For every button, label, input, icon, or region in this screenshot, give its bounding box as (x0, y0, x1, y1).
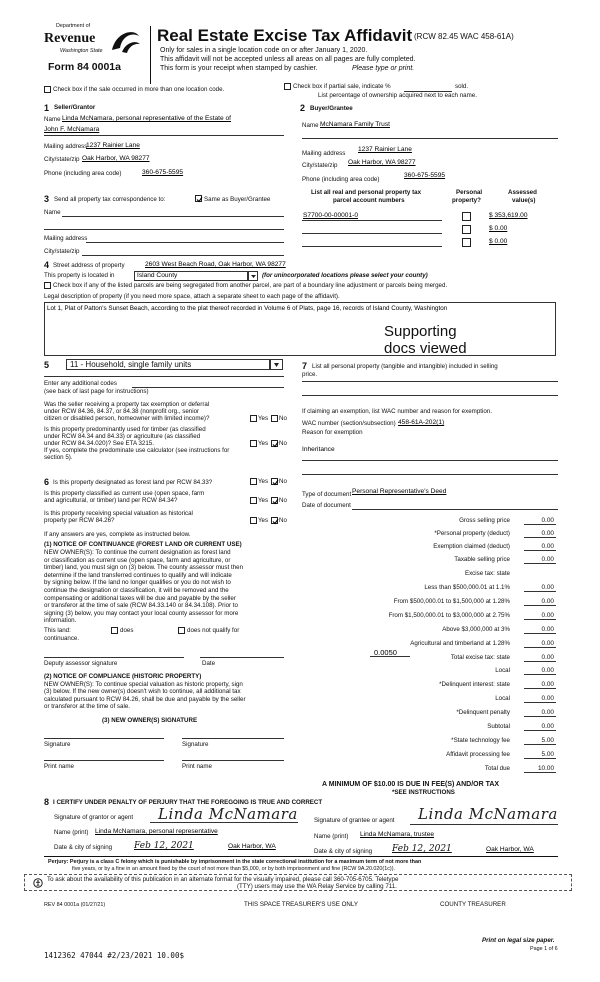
local-rate-field[interactable]: 0.0050 (374, 648, 397, 657)
calc-value-field[interactable]: 0.00 (541, 612, 554, 619)
county-select[interactable] (134, 271, 248, 281)
land-use-value: 11 - Household, single family units (70, 360, 192, 369)
notice-text-line: continue the designation or classification, it will be removed and the (44, 587, 229, 594)
current-use-question: Is this property classified as current use (open space, farm (44, 490, 205, 497)
current-use-question-2: and agricultural, or timber) land per RCW 84.34? (44, 497, 178, 504)
notice-single-location: Only for sales in a single location code on or after January 1, 2020. (160, 47, 368, 54)
certify-statement: I CERTIFY UNDER PENALTY OF PERJURY THAT THE FOREGOING IS TRUE AND CORRECT (53, 799, 323, 806)
section-8-number: 8 (44, 797, 50, 807)
personal-property-checkbox[interactable] (462, 212, 471, 221)
form-rcw: (RCW 82.45 WAC 458-61A) (414, 32, 514, 41)
owner2-print-name-field[interactable] (182, 760, 284, 761)
grantee-signature-label: Signature of grantee or agent (314, 817, 395, 824)
buyer-heading: Buyer/Grantee (310, 105, 353, 112)
buyer-address-label: Mailing address (302, 150, 346, 157)
calc-value-field[interactable]: 0.00 (541, 598, 554, 605)
partial-sale-label: Check box if partial sale, indicate % (293, 83, 391, 90)
footer-rule (44, 856, 558, 857)
see-instructions-note: *SEE INSTRUCTIONS (392, 789, 455, 796)
calc-value-field[interactable]: 0.00 (541, 543, 554, 550)
buyer-address-field[interactable]: 1237 Rainier Lane (358, 146, 412, 153)
section-7-number: 7 (302, 361, 308, 371)
calc-value-field[interactable]: 0.00 (541, 626, 554, 633)
notice-text-line: information. (44, 617, 77, 625)
assessed-value-field[interactable]: $ 353,619.00 (489, 212, 528, 219)
reason-rule-2 (302, 474, 558, 475)
header-divider (150, 26, 151, 84)
yes-label: Yes (258, 440, 269, 447)
personal-col-header: Personal (456, 189, 483, 196)
grantor-date-label: Date & city of signing (54, 844, 113, 851)
signature-label: Signature (44, 741, 71, 748)
yes-label: Yes (258, 415, 269, 422)
continuance-heading: (1) NOTICE OF CONTINUANCE (FOREST LAND OR CURRENT USE) (44, 541, 242, 548)
current-use-no-checkbox[interactable] (271, 497, 278, 504)
deputy-date-label: Date (202, 660, 216, 667)
this-land-label: This land: (44, 627, 71, 634)
deputy-signature-field[interactable] (44, 657, 184, 658)
seller-name-field-line2[interactable]: John F. McNamara (44, 126, 100, 133)
legal-description-text: Lot 1, Plat of Patton's Sunset Beach, according to the plat thereof recorded in Volume 6 of Plats, page 16, records of Island County, Washington (47, 305, 448, 312)
calc-value-field[interactable]: 0.00 (541, 654, 554, 661)
historic-no-checkbox[interactable] (271, 517, 278, 524)
notice-text-line: compensating or additional taxes will be due and payable by the seller (44, 594, 236, 602)
personal-property-label: List all personal property (tangible and intangible) included in selling (312, 363, 498, 370)
calc-label: Affidavit processing fee (446, 751, 510, 758)
seller-name-label: Name (44, 116, 61, 123)
check-mark-icon (272, 518, 279, 525)
print-name-label: Print name (182, 763, 212, 770)
signature-label: Signature (182, 741, 209, 748)
assessed-col-header-2: value(s) (512, 197, 536, 204)
timber-question-2: under RCW 84.34 and 84.33) or agriculture (as classified (44, 433, 201, 440)
calc-value-rule (524, 591, 556, 592)
owner1-print-name-field[interactable] (44, 760, 164, 761)
grantee-date-field[interactable]: Feb 12, 2021 (392, 844, 452, 854)
notice-text-line: or classification as current use (open space, farm and agriculture, or (44, 556, 231, 564)
same-as-buyer-checkbox[interactable] (195, 195, 202, 202)
buyer-phone-field[interactable]: 360-675-5595 (404, 172, 446, 179)
does-label: does (120, 627, 134, 634)
street-address-field[interactable]: 2603 West Beach Road, Oak Harbor, WA 98277 (145, 261, 286, 268)
compliance-heading: (2) NOTICE OF COMPLIANCE (HISTORIC PROPERTY) (44, 673, 202, 680)
calc-value-rule (524, 716, 556, 717)
parcel-row-rule (302, 220, 442, 221)
any-yes-note: If any answers are yes, complete as instructed below. (44, 531, 191, 538)
parcel-col-header-2: parcel account numbers (333, 197, 405, 204)
calc-value-field[interactable]: 0.00 (541, 723, 554, 730)
personal-col-header-2: property? (452, 197, 481, 204)
grantee-signature: Linda McNamara (418, 805, 558, 823)
new-owner-signature-heading: (3) NEW OWNER(S) SIGNATURE (102, 717, 198, 724)
parcel-col-header: List all real and personal property tax (311, 189, 422, 196)
notice-type-print: Please type or print. (352, 65, 415, 72)
owner2-signature-field[interactable] (182, 738, 284, 739)
grantee-name-field[interactable]: Linda McNamara, trustee (360, 831, 435, 838)
land-use-select[interactable] (66, 359, 270, 370)
calc-value-rule (524, 688, 556, 689)
continuance-label: continuance. (44, 635, 80, 642)
same-as-buyer-label: Same as Buyer/Grantee (204, 196, 271, 203)
correspondence-city-label: City/state/zip (44, 248, 80, 255)
reason-exemption-label: Reason for exemption (302, 429, 363, 436)
calc-label: Above $3,000,000 at 3% (442, 626, 510, 633)
exemption-yes-checkbox[interactable] (250, 415, 257, 422)
seller-city-field[interactable]: Oak Harbor, WA 98277 (82, 155, 150, 162)
legal-description-label: Legal description of property (if you need more space, attach a separate sheet to each page of the affidavit). (44, 293, 340, 300)
calc-label: Total due (484, 765, 510, 772)
print-name-label: Print name (44, 763, 74, 770)
parcel-number-field[interactable] (302, 233, 442, 234)
correspondence-city-field[interactable] (82, 255, 284, 256)
logo-dept-of: Department of (56, 23, 91, 29)
deputy-date-field[interactable] (200, 657, 284, 658)
document-type-field[interactable]: Personal Representative's Deed (352, 488, 447, 495)
calc-value-field[interactable]: 0.00 (541, 667, 554, 674)
page-number: Page 1 of 6 (530, 946, 558, 952)
forest-no-checkbox[interactable] (271, 478, 278, 485)
multi-location-label: Check box if the sale occurred in more than one location code. (53, 86, 225, 93)
correspondence-name-label: Name (44, 209, 61, 216)
reason-exemption-field[interactable]: Inheritance (302, 446, 335, 453)
yes-label: Yes (258, 497, 269, 504)
buyer-city-field[interactable]: Oak Harbor, WA 98277 (348, 159, 416, 166)
owner1-signature-field[interactable] (44, 738, 164, 739)
forest-yes-checkbox[interactable] (250, 478, 257, 485)
timber-question: Is this property predominantly used for timber (as classified (44, 426, 206, 433)
document-date-label: Date of document (302, 502, 351, 509)
check-mark-icon (272, 479, 279, 486)
county-dropdown-button[interactable] (248, 271, 258, 281)
timber-no-checkbox[interactable] (271, 440, 278, 447)
wac-number-field[interactable]: 458-61A-202(1) (398, 419, 445, 426)
correspondence-address-field[interactable] (86, 242, 284, 243)
historic-yes-checkbox[interactable] (250, 517, 257, 524)
logo-wa-state: Washington State (60, 48, 103, 54)
calc-label: *Delinquent penalty (456, 709, 510, 716)
calc-value-rule (524, 537, 556, 538)
buyer-phone-label: Phone (including area code) (302, 176, 380, 183)
personal-property-checkbox[interactable] (462, 238, 471, 247)
calc-value-rule (524, 647, 556, 648)
calc-value-field[interactable]: 10.00 (538, 765, 554, 772)
grantor-signature-label: Signature of grantor or agent (54, 814, 134, 821)
notice-text-line: timber) land, you must sign on (3) below. The county assessor must then (44, 564, 244, 572)
no-label: No (279, 517, 287, 524)
does-not-qualify-checkbox[interactable] (178, 627, 185, 634)
parcel-number-field[interactable]: S7700-00-00001-0 (303, 212, 358, 219)
seller-city-label: City/state/zip (44, 156, 80, 163)
document-type-label: Type of document (302, 491, 352, 498)
wac-number-label: WAC number (section/subsection) (302, 420, 396, 427)
yes-label: Yes (258, 478, 269, 485)
exemption-no-checkbox[interactable] (271, 415, 278, 422)
section-1-number: 1 (44, 103, 50, 113)
personal-property-field[interactable] (302, 381, 558, 382)
assessed-value-field[interactable]: $ 0.00 (489, 238, 508, 245)
historic-question-2: property per RCW 84.26? (44, 517, 115, 524)
calc-value-field[interactable]: 5.00 (541, 751, 554, 758)
recording-stamp: 1412362 47044 #2/23/2021 10.00$ (44, 951, 184, 960)
calc-label: Local (495, 667, 510, 674)
calc-value-field[interactable]: 0.00 (541, 709, 554, 716)
located-in-label: This property is located in (44, 272, 115, 279)
notice-text-line: or transferor at the time of sale (RCW 84.33.140 or 84.34.108). Prior to (44, 602, 238, 610)
check-mark-icon (196, 196, 203, 203)
calc-label: Less than $500,000.01 at 1.1% (424, 584, 510, 591)
section-5-number: 5 (44, 360, 50, 370)
perjury-note: Perjury: Perjury is a class C felony which is punishable by imprisonment in the state correctional institution for a maximum term of not more than (48, 859, 422, 865)
seller-name-rule (44, 135, 284, 136)
calc-value-rule (524, 633, 556, 634)
calc-label: Exemption claimed (deduct) (433, 543, 510, 550)
list-percentage-note: List percentage of ownership acquired next to each name. (318, 92, 477, 99)
does-not-label: does not qualify for (187, 627, 240, 634)
timber-question-3: under RCW 84.34.020)? See ETA 3215. (44, 440, 154, 447)
exemption-question-2: under RCW 84.36, 84.37, or 84.38 (nonprofit org., senior (44, 408, 200, 415)
reason-rule (302, 460, 558, 461)
grantor-name-label: Name (print) (54, 829, 89, 836)
document-date-field[interactable] (352, 509, 558, 510)
calc-label: Taxable selling price (454, 556, 510, 563)
correspondence-address-label: Mailing address (44, 235, 88, 242)
calc-value-field[interactable]: 0.00 (541, 517, 554, 524)
notice-text-line: NEW OWNER(S): To continue special valuation as historic property, sign (44, 681, 243, 688)
logo-swoosh-icon (108, 26, 142, 56)
segregated-label: Check box if any of the listed parcels are being segregated from another parcel, are part of a boundary line adjustment or parcels being merged. (53, 282, 448, 289)
chevron-down-icon (249, 272, 258, 281)
additional-codes-field[interactable] (132, 387, 284, 388)
calc-value-rule (524, 524, 556, 525)
calc-value-field[interactable]: 0.00 (541, 530, 554, 537)
calc-label: *Personal property (deduct) (434, 530, 510, 537)
seller-heading: Seller/Grantor (54, 104, 96, 111)
calc-label: From $500,000.01 to $1,500,000 at 1.28% (393, 598, 510, 605)
land-use-rule (44, 376, 284, 377)
timber-calc-note-2: section 5). (44, 454, 73, 461)
additional-codes-note: (see back of last page for instructions) (44, 388, 149, 395)
calc-value-rule (524, 758, 556, 759)
calc-label: Gross selling price (459, 517, 510, 524)
partial-sale-checkbox[interactable] (284, 83, 291, 90)
alternate-format-note: To ask about the availability of this publication in an alternate format for the visually impaired, please call 360-705-6705. Teletype (47, 876, 399, 883)
assessed-col-header: Assessed (508, 189, 537, 196)
additional-codes-label: Enter any additional codes (44, 380, 117, 387)
section-4-number: 4 (44, 260, 50, 270)
land-use-dropdown-button[interactable] (270, 359, 283, 370)
calc-value-rule (524, 605, 556, 606)
calc-value-field[interactable]: 5.00 (541, 737, 554, 744)
legal-description-field[interactable] (44, 302, 556, 356)
calc-label: Subtotal (487, 723, 510, 730)
calc-value-field[interactable]: 0.00 (541, 556, 554, 563)
supporting-docs-stamp-2: docs viewed (384, 340, 467, 357)
section-3-number: 3 (44, 194, 50, 204)
form-number: Form 84 0001a (48, 61, 121, 73)
calc-value-rule (524, 702, 556, 703)
yes-label: Yes (258, 517, 269, 524)
calc-label: Local (495, 695, 510, 702)
county-select-value: Island County (137, 272, 178, 279)
grantee-signature-field[interactable] (410, 824, 558, 825)
unincorporated-note: (for unincorporated locations please select your county) (262, 272, 428, 279)
calc-value-field[interactable]: 0.00 (541, 695, 554, 702)
calc-value-rule (524, 674, 556, 675)
buyer-name-field[interactable]: McNamara Family Trust (320, 121, 390, 128)
correspondence-name-rule (44, 229, 284, 230)
does-qualify-checkbox[interactable] (111, 627, 118, 634)
notice-text-line: signing (3) below, you may contact your local county assessor for more (44, 609, 239, 617)
grantee-date-label: Date & city of signing (314, 848, 373, 855)
perjury-note-2: five years, or by a fine in an amount fixed by the court of not more than $5,000, or by both imprisonment and fine (RCW 9A.20.020(1c)). (72, 866, 396, 872)
no-label: No (279, 415, 287, 422)
sold-label: sold. (455, 83, 469, 90)
calc-value-field[interactable]: 0.00 (541, 640, 554, 647)
alternate-format-note-2: (TTY) users may use the WA Relay Service by calling 711. (237, 883, 397, 890)
minimum-due-note: A MINIMUM OF $10.00 IS DUE IN FEE(S) AND/OR TAX (322, 781, 500, 788)
check-mark-icon (272, 498, 279, 505)
alternate-format-box (24, 874, 572, 891)
parcel-number-field[interactable] (302, 246, 442, 247)
section-2-number: 2 (300, 103, 306, 113)
calc-value-rule (524, 772, 556, 773)
calc-value-rule (524, 619, 556, 620)
no-label: No (279, 497, 287, 504)
current-use-yes-checkbox[interactable] (250, 497, 257, 504)
personal-property-field-2[interactable] (302, 395, 558, 396)
calc-value-rule (524, 550, 556, 551)
notice-fully-completed: This affidavit will not be accepted unless all areas on all pages are fully completed. (160, 56, 416, 63)
historic-question: Is this property receiving special valuation as historical (44, 510, 193, 517)
calc-label: *State technology fee (451, 737, 510, 744)
personal-property-checkbox[interactable] (462, 225, 471, 234)
multi-location-checkbox[interactable] (44, 86, 51, 93)
exemption-question: Was the seller receiving a property tax exemption or deferral (44, 401, 210, 408)
grantor-signature: Linda McNamara (158, 805, 298, 823)
grantor-name-field[interactable]: Linda McNamara, personal representative (95, 828, 218, 835)
notice-receipt: This form is your receipt when stamped by cashier. (160, 65, 318, 72)
county-treasurer-label: COUNTY TREASURER (440, 901, 506, 908)
grantor-date-field[interactable]: Feb 12, 2021 (134, 841, 194, 851)
buyer-name-label: Name (302, 122, 319, 129)
notice-text-line: calculated pursuant to RCW 84.26, shall be due and payable by the seller (44, 695, 246, 703)
assessed-value-field[interactable]: $ 0.00 (489, 225, 508, 232)
seller-phone-field[interactable]: 360-675-5595 (142, 169, 184, 176)
section-6-number: 6 (44, 477, 50, 487)
seller-phone-label: Phone (including area code) (44, 170, 122, 177)
supporting-docs-stamp: Supporting (384, 323, 457, 340)
calc-value-rule (524, 661, 556, 662)
grantee-city-field[interactable]: Oak Harbor, WA (486, 846, 534, 853)
personal-property-label-2: price. (302, 371, 318, 378)
seller-name-field[interactable]: Linda McNamara, personal representative of the Estate of (62, 115, 231, 122)
calc-label: Total excise tax: state (450, 654, 510, 661)
buyer-city-label: City/state/zip (302, 162, 338, 169)
legal-size-note: Print on legal size paper. (482, 937, 555, 944)
chevron-down-icon (271, 360, 282, 370)
segregated-checkbox[interactable] (44, 282, 51, 289)
calc-value-rule (524, 744, 556, 745)
notice-text-line: (3) below. If the new owner(s) doesn't wish to continue, all additional tax (44, 688, 241, 696)
form-title: Real Estate Excise Tax Affidavit (157, 26, 413, 45)
buyer-name-rule (302, 138, 558, 139)
calc-label: From $1,500,000.01 to $3,000,000 at 2.75% (388, 612, 510, 619)
grantee-name-label: Name (print) (314, 833, 349, 840)
seller-address-label: Mailing address (44, 143, 88, 150)
exemption-question-3: citizen or disabled person, homeowner with limited income)? (44, 415, 210, 422)
notice-text-line: determine if the land transferred continues to qualify and will indicate (44, 571, 232, 579)
notice-text-line: by signing below. If the land no longer qualifies or you do not wish to (44, 579, 231, 587)
notice-text-line: NEW OWNER(S): To continue the current designation as forest land (44, 549, 231, 556)
deputy-signature-label: Deputy assessor signature (44, 660, 118, 667)
calc-label: Excise tax: state (464, 570, 510, 577)
street-address-label: Street address of property (53, 262, 125, 269)
grantor-city-field[interactable]: Oak Harbor, WA (228, 843, 276, 850)
notice-text-line: or transferor at the time of sale. (44, 703, 130, 711)
revision-label: REV 84 0001a (01/27/21) (44, 902, 106, 908)
treasurer-space-label: THIS SPACE TREASURER'S USE ONLY (244, 901, 358, 908)
correspondence-name-field[interactable] (62, 216, 284, 217)
timber-calc-note: If yes, complete the predominate use calculator (see instructions for (44, 447, 230, 454)
logo-revenue: Revenue (44, 31, 96, 46)
timber-yes-checkbox[interactable] (250, 440, 257, 447)
no-label: No (279, 478, 287, 485)
correspondence-label: Send all property tax correspondence to: (54, 196, 166, 203)
check-mark-icon (272, 441, 279, 448)
calc-label: *Delinquent interest: state (439, 681, 510, 688)
calc-value-rule (524, 730, 556, 731)
no-label: No (279, 440, 287, 447)
seller-address-field[interactable]: 1237 Rainier Lane (86, 142, 140, 149)
local-rate-rule (370, 656, 410, 657)
claim-exemption-label: If claiming an exemption, list WAC number and reason for exemption. (302, 408, 492, 415)
forest-land-question: Is this property designated as forest land per RCW 84.33? (53, 479, 213, 486)
calc-value-field[interactable]: 0.00 (541, 681, 554, 688)
calc-value-rule (524, 563, 556, 564)
calc-value-field[interactable]: 0.00 (541, 584, 554, 591)
accessibility-icon (33, 878, 43, 888)
calc-label: Agricultural and timberland at 1.28% (410, 640, 510, 647)
